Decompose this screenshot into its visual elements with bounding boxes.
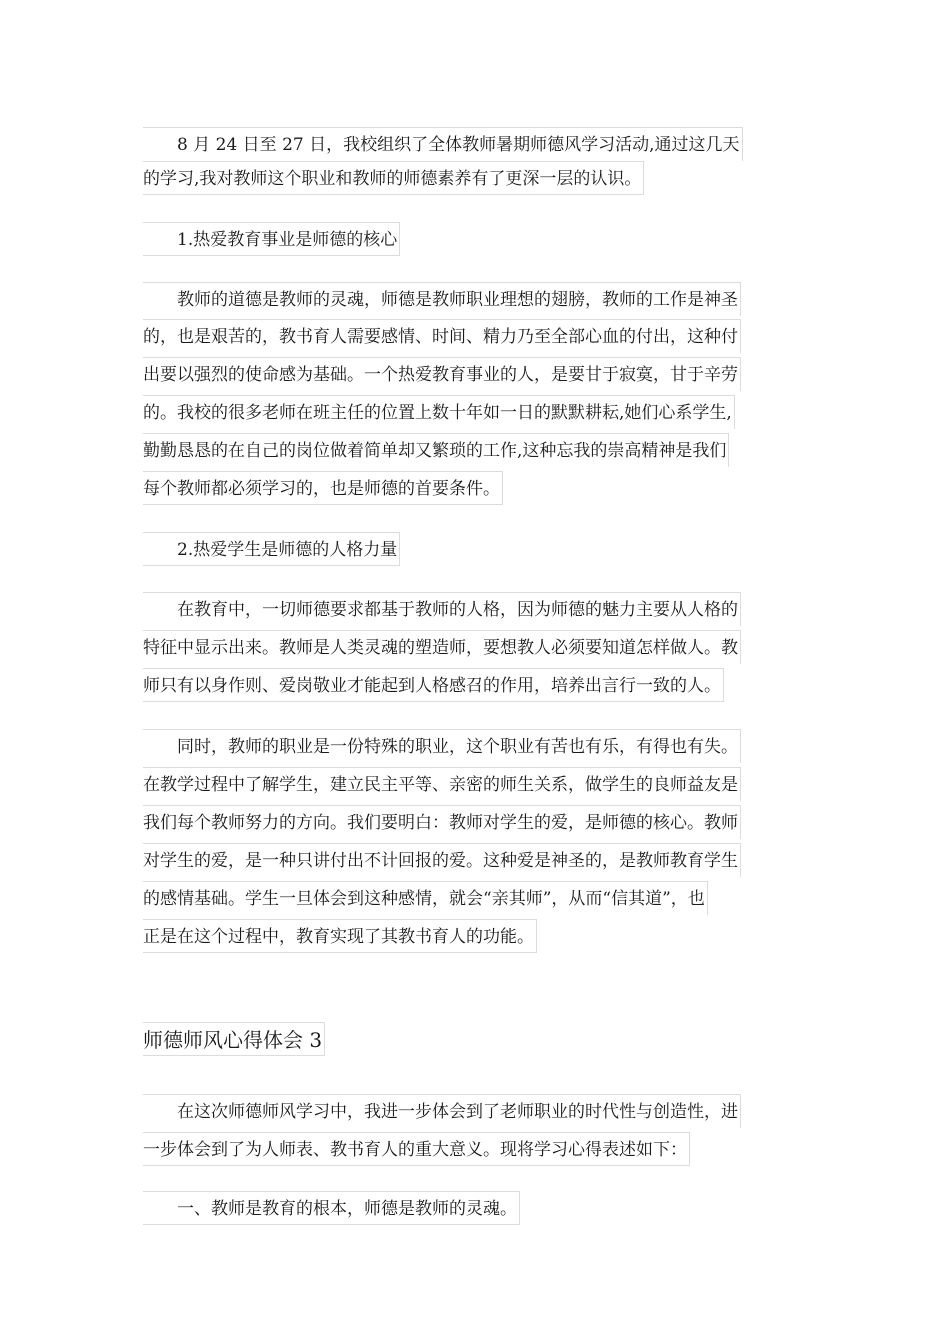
paragraph-intro-line-1: 8 月 24 日至 27 日，我校组织了全体教师暑期师德风学习活动,通过这几天 <box>143 127 743 161</box>
paragraph-3-line-1: 在教育中，一切师德要求都基于教师的人格，因为师德的魅力主要从人格的 <box>143 592 741 626</box>
paragraph-4-line-1: 同时，教师的职业是一份特殊的职业，这个职业有苦也有乐，有得也有失。 <box>143 729 741 763</box>
paragraph-2-line-4: 的。我校的很多老师在班主任的位置上数十年如一日的默默耕耘,她们心系学生, <box>143 395 735 429</box>
section-heading-3: 一、教师是教育的根本，师德是教师的灵魂。 <box>143 1191 520 1225</box>
paragraph-4-line-5: 的感情基础。学生一旦体会到这种感情，就会“亲其师”，从而“信其道”，也 <box>143 881 708 915</box>
section-heading-1: 1.热爱教育事业是师德的核心 <box>143 222 400 256</box>
paragraph-3-line-3: 师只有以身作则、爱岗敬业才能起到人格感召的作用，培养出言行一致的人。 <box>143 668 724 702</box>
section-heading-2: 2.热爱学生是师德的人格力量 <box>143 532 400 566</box>
paragraph-2-line-6: 每个教师都必须学习的，也是师德的首要条件。 <box>143 471 503 505</box>
paragraph-3-line-2: 特征中显示出来。教师是人类灵魂的塑造师，要想教人必须要知道怎样做人。教 <box>143 630 741 664</box>
paragraph-5-line-2: 一步体会到了为人师表、教书育人的重大意义。现将学习心得表述如下： <box>143 1132 690 1166</box>
paragraph-2-line-1: 教师的道德是教师的灵魂，师德是教师职业理想的翅膀，教师的工作是神圣 <box>143 282 741 316</box>
paragraph-5-line-1: 在这次师德师风学习中，我进一步体会到了老师职业的时代性与创造性，进 <box>143 1094 741 1128</box>
paragraph-2-line-2: 的，也是艰苦的，教书育人需要感情、时间、精力乃至全部心血的付出，这种付 <box>143 319 741 353</box>
paragraph-4-line-3: 我们每个教师努力的方向。我们要明白：教师对学生的爱，是师德的核心。教师 <box>143 805 741 839</box>
paragraph-intro-line-2: 的学习,我对教师这个职业和教师的师德素养有了更深一层的认识。 <box>143 161 644 195</box>
paragraph-4-line-6: 正是在这个过程中，教育实现了其教书育人的功能。 <box>143 919 537 953</box>
paragraph-4-line-2: 在教学过程中了解学生，建立民主平等、亲密的师生关系，做学生的良师益友是 <box>143 767 741 801</box>
paragraph-2-line-5: 勤勤恳恳的在自己的岗位做着简单却又繁琐的工作,这种忘我的崇高精神是我们 <box>143 433 729 467</box>
paragraph-2-line-3: 出要以强烈的使命感为基础。一个热爱教育事业的人，是要甘于寂寞，甘于辛劳 <box>143 357 741 391</box>
paragraph-4-line-4: 对学生的爱，是一种只讲付出不计回报的爱。这种爱是神圣的，是教师教育学生 <box>143 843 741 877</box>
article-title-3: 师德师风心得体会 3 <box>143 1022 325 1056</box>
